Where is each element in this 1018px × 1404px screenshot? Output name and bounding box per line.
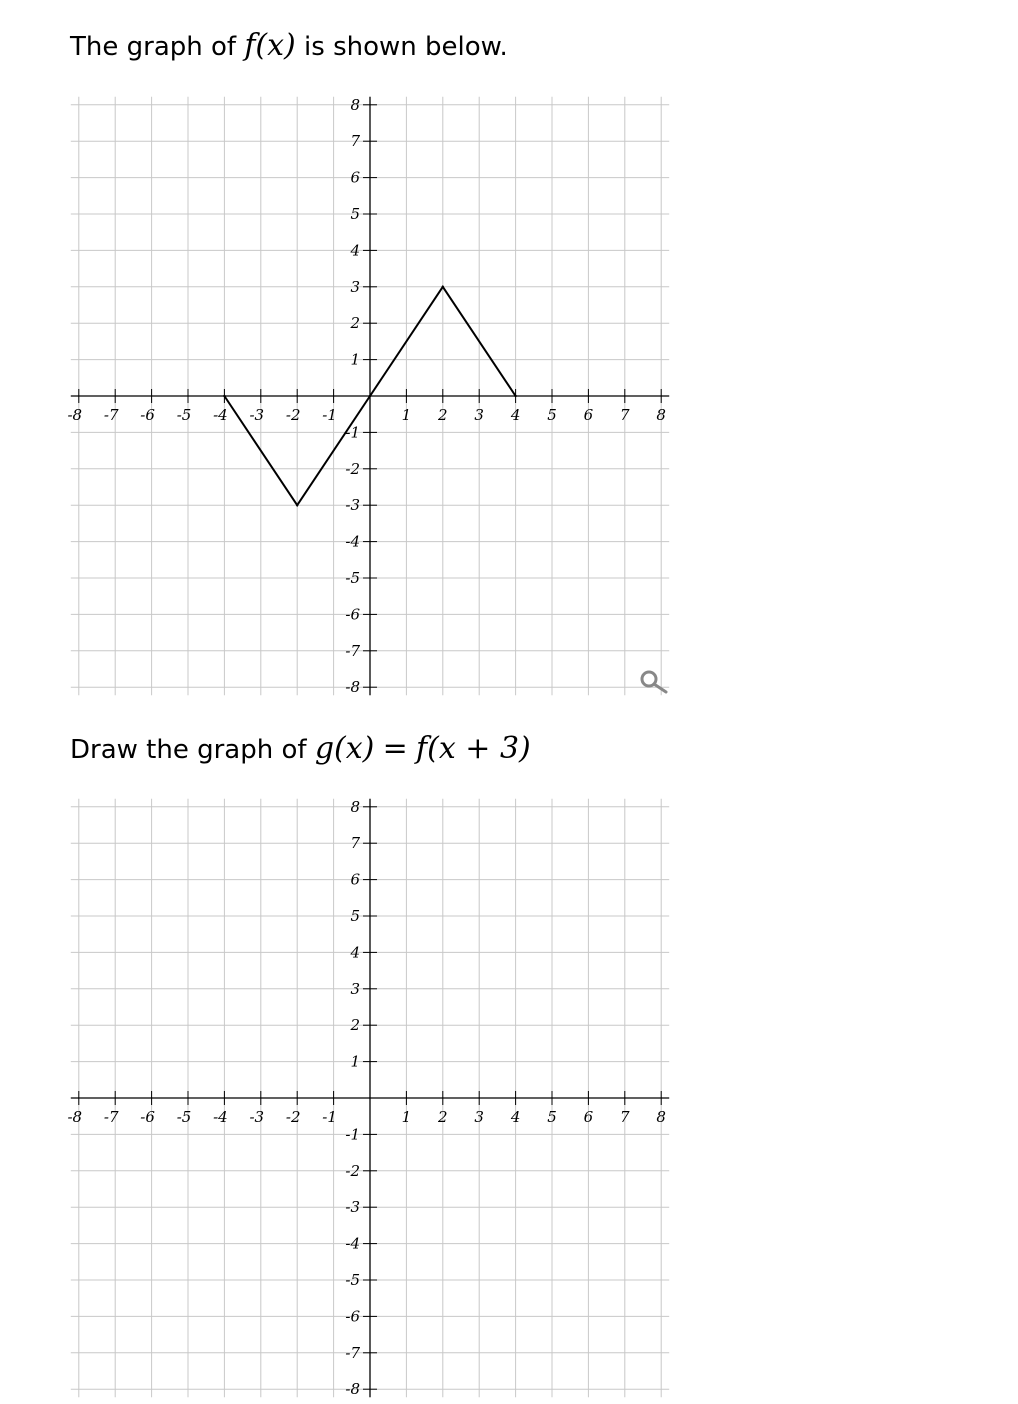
y-tick-label: -3 xyxy=(345,496,360,515)
x-tick-label: 7 xyxy=(620,1108,630,1126)
x-tick-label: 6 xyxy=(583,406,594,424)
y-tick-label: 1 xyxy=(350,1052,360,1071)
x-tick-label: -2 xyxy=(285,1108,301,1126)
x-tick-label: -1 xyxy=(322,406,337,424)
task-lhs: g(x) xyxy=(314,731,375,766)
y-tick-label: 4 xyxy=(350,943,360,962)
y-tick-label: 5 xyxy=(350,205,360,223)
y-tick-label: 6 xyxy=(350,168,360,187)
series-vertex xyxy=(223,395,225,397)
y-tick-label: -5 xyxy=(345,1271,360,1289)
y-tick-label: 8 xyxy=(350,798,360,816)
y-tick-label: 7 xyxy=(350,834,360,853)
y-tick-label: -6 xyxy=(345,605,360,624)
x-tick-label: -6 xyxy=(140,406,155,424)
y-tick-label: 6 xyxy=(350,870,360,889)
y-tick-label: -3 xyxy=(345,1198,360,1217)
y-tick-label: 5 xyxy=(350,907,360,925)
x-tick-label: -8 xyxy=(67,406,83,424)
x-tick-label: -3 xyxy=(249,406,265,424)
x-tick-label: -4 xyxy=(213,1108,228,1126)
magnifier-icon[interactable] xyxy=(636,668,670,694)
task-rhs: f(x + 3) xyxy=(416,731,531,766)
x-tick-label: 2 xyxy=(438,406,448,424)
y-tick-label: -4 xyxy=(345,1234,360,1253)
x-tick-label: -7 xyxy=(103,1108,119,1126)
series-vertex xyxy=(369,395,371,397)
question-intro xyxy=(70,28,508,63)
task-prefix: Draw the graph of xyxy=(70,735,315,765)
y-tick-label: -7 xyxy=(345,641,360,660)
series-vertex xyxy=(514,395,516,397)
x-tick-label: -6 xyxy=(140,1108,155,1126)
x-tick-label: 4 xyxy=(510,406,521,424)
y-tick-label: -8 xyxy=(345,1380,360,1398)
y-tick-label: 2 xyxy=(350,314,360,333)
y-tick-label: -7 xyxy=(345,1343,360,1362)
x-tick-label: -8 xyxy=(67,1108,83,1126)
y-tick-label: -4 xyxy=(345,532,360,551)
intro-function: f(x) xyxy=(244,28,296,63)
question-task xyxy=(70,731,531,766)
x-tick-label: 8 xyxy=(656,1108,666,1126)
y-tick-label: 8 xyxy=(350,96,360,114)
series-vertex xyxy=(442,286,444,288)
y-tick-label: -1 xyxy=(345,1125,360,1144)
y-tick-label: -8 xyxy=(345,678,360,696)
x-tick-label: 3 xyxy=(474,406,484,424)
y-tick-label: 7 xyxy=(350,132,360,151)
y-tick-label: -6 xyxy=(345,1307,360,1326)
intro-suffix: is shown below. xyxy=(295,32,508,62)
x-tick-label: 1 xyxy=(401,1108,412,1126)
x-tick-label: 1 xyxy=(401,406,412,424)
x-tick-label: 4 xyxy=(510,1108,521,1126)
y-tick-label: 4 xyxy=(350,241,360,260)
x-tick-label: -5 xyxy=(176,406,192,424)
x-tick-label: -1 xyxy=(322,1108,337,1126)
y-tick-label: -2 xyxy=(345,1161,360,1180)
x-tick-label: 5 xyxy=(547,406,557,424)
graph-of-g[interactable] xyxy=(66,798,670,1398)
x-tick-label: 2 xyxy=(438,1108,448,1126)
graph-of-f xyxy=(66,96,670,696)
task-equals: = xyxy=(382,731,408,766)
intro-prefix: The graph of xyxy=(70,32,245,62)
x-tick-label: -7 xyxy=(103,406,119,424)
y-tick-label: 3 xyxy=(350,979,360,998)
x-tick-label: -3 xyxy=(249,1108,265,1126)
x-tick-label: -4 xyxy=(213,406,228,424)
y-tick-label: 1 xyxy=(350,350,360,369)
x-tick-label: 6 xyxy=(583,1108,594,1126)
x-tick-label: 8 xyxy=(656,406,666,424)
y-tick-label: -5 xyxy=(345,569,360,587)
y-tick-label: -1 xyxy=(345,423,360,442)
x-tick-label: -2 xyxy=(285,406,301,424)
y-tick-label: 3 xyxy=(350,277,360,296)
y-tick-label: 2 xyxy=(350,1016,360,1035)
x-tick-label: 5 xyxy=(547,1108,557,1126)
y-tick-label: -2 xyxy=(345,459,360,478)
series-vertex xyxy=(296,504,298,506)
x-tick-label: 7 xyxy=(620,406,630,424)
x-tick-label: -5 xyxy=(176,1108,192,1126)
x-tick-label: 3 xyxy=(474,1108,484,1126)
